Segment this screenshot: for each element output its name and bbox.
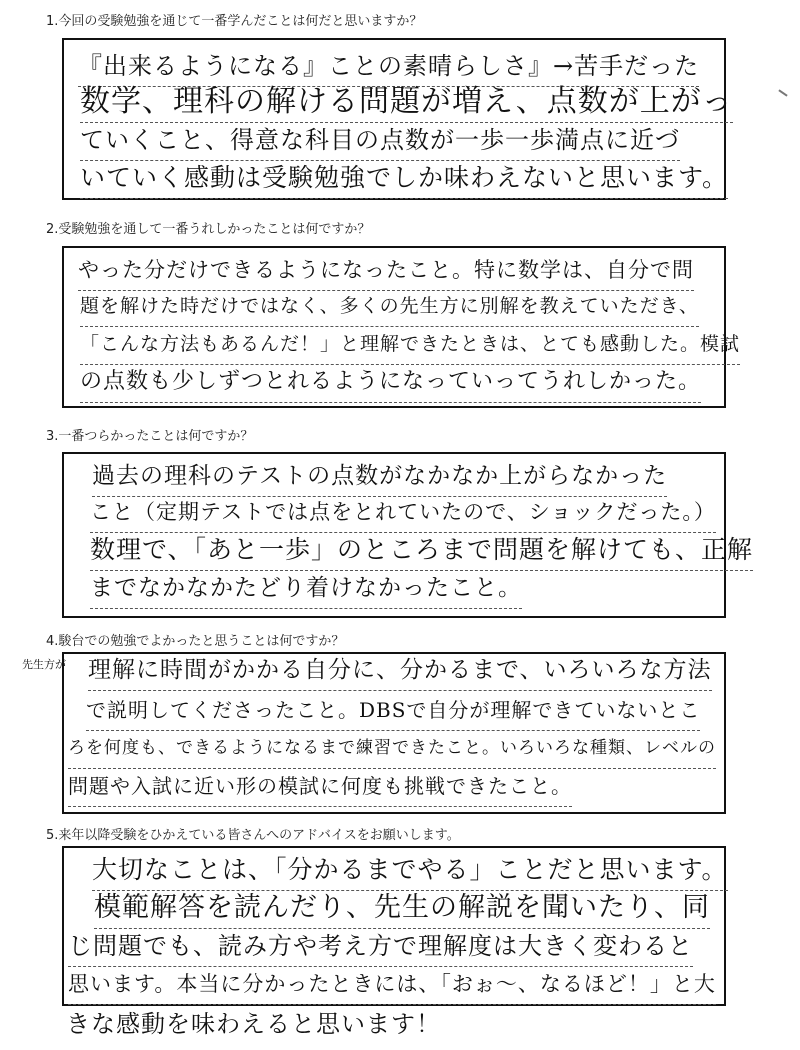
answer-2-line-2: 題を解けた時だけではなく、多くの先生方に別解を教えていただき、: [80, 286, 699, 327]
answer-1-line-3: ていくこと、得意な科目の点数が一歩一歩満点に近づ: [80, 120, 680, 161]
question-4: 4.駿台での勉強でよかったと思うことは何ですか？: [46, 634, 345, 649]
answer-5-line-3: じ問題でも、読み方や考え方で理解度は大きく変わると: [68, 926, 693, 967]
answer-5-line-2: 模範解答を読んだり、先生の解説を聞いたり、同: [94, 888, 710, 929]
answer-2-line-1: やった分だけできるようになったこと。特に数学は、自分で問: [78, 250, 694, 291]
stray-mark: [778, 89, 787, 96]
answer-2-line-3: 「こんな方法もあるんだ！」と理解できたときは、とても感動した。模試: [80, 324, 740, 365]
question-2: 2.受験勉強を通して一番うれしかったことは何ですか？: [46, 222, 371, 237]
answer-5-line-4: 思います。本当に分かったときには、「おぉ〜、なるほど！」と大: [68, 964, 716, 1005]
answer-2-line-4: の点数も少しずつとれるようになっていってうれしかった。: [80, 362, 701, 403]
answer-4-line-2: で説明してくださったこと。DBSで自分が理解できていないとこ: [86, 690, 700, 731]
answer-1-line-1: 『出来るようになる』ことの素晴らしさ』→苦手だった: [78, 46, 699, 87]
answer-4-line-3: ろを何度も、できるようになるまで練習できたこと。いろいろな種類、レベルの: [68, 728, 716, 769]
answer-5-line-1: 大切なことは、「分かるまでやる」ことだと思います。: [92, 850, 728, 891]
answer-4-line-1: 理解に時間がかかる自分に、分かるまで、いろいろな方法: [88, 650, 712, 691]
answer-1-line-4: いていく感動は受験勉強でしか味わえないと思います。: [80, 158, 728, 199]
answer-3-line-2: こと（定期テストでは点をとれていたので、ショックだった。）: [90, 492, 716, 533]
answer-4-side-note: 先生方が: [22, 658, 66, 671]
answer-5-line-5: きな感動を味わえると思います！: [66, 1010, 441, 1038]
question-5: 5.来年以降受験をひかえている皆さんへのアドバイスをお願いします。: [46, 828, 460, 843]
answer-3-line-3: 数理で、「あと一歩」のところまで問題を解けても、正解: [90, 530, 753, 571]
answer-3-line-4: までなかなかたどり着けなかったこと。: [90, 568, 522, 609]
question-3: 3.一番つらかったことは何ですか？: [46, 429, 254, 444]
question-1: 1.今回の受験勉強を通じて一番学んだことは何だと思いますか？: [46, 14, 423, 29]
answer-1-line-2: 数学、理科の解ける問題が増え、点数が上がっ: [80, 82, 733, 123]
answer-4-line-4: 問題や入試に近い形の模試に何度も挑戦できたこと。: [68, 766, 572, 807]
answer-3-line-1: 過去の理科のテストの点数がなかなか上がらなかった: [92, 456, 667, 497]
